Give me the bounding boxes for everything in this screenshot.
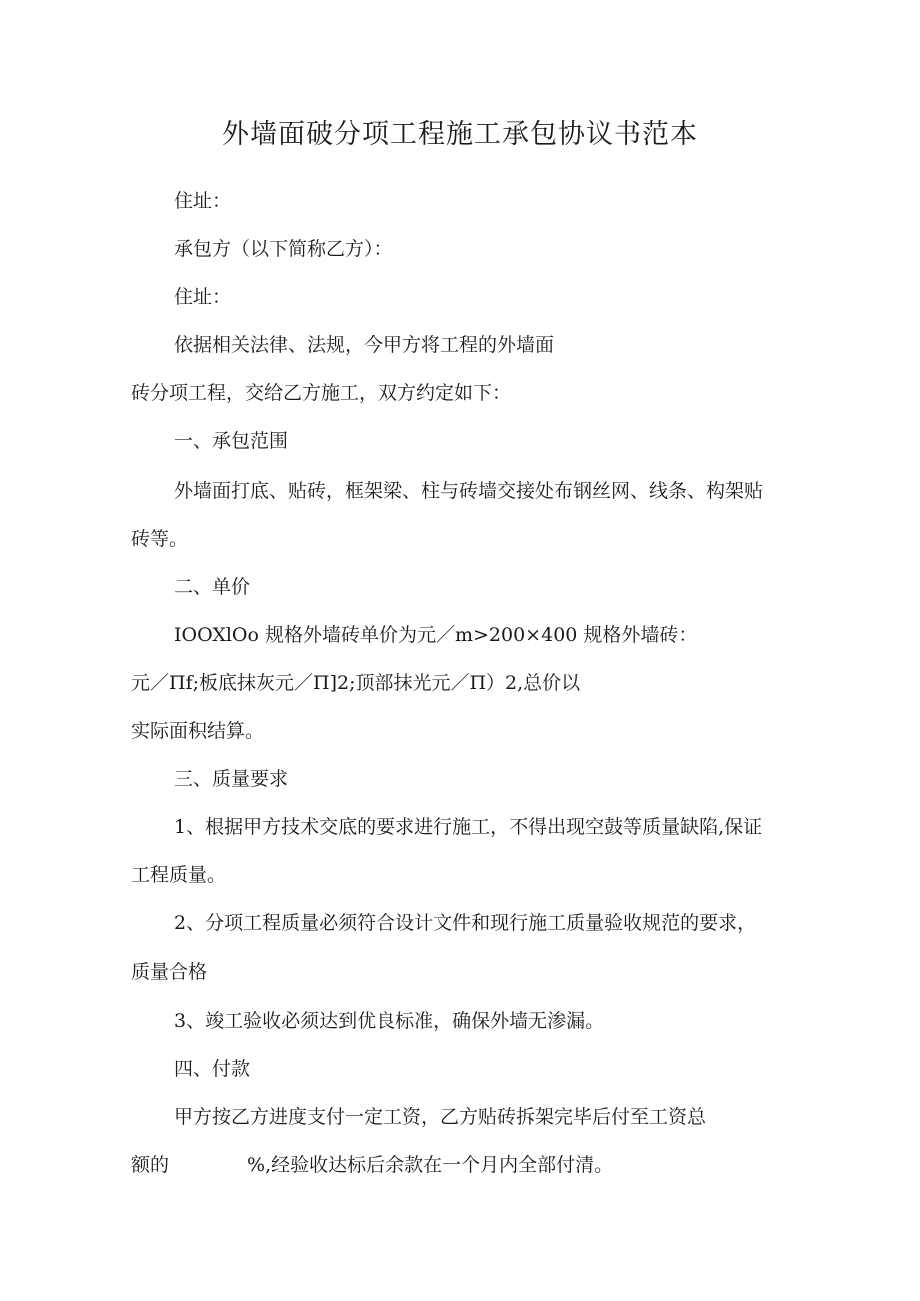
section-heading-quality: 三、质量要求 xyxy=(174,768,289,790)
payment-line-2-start: 额的 xyxy=(131,1154,170,1176)
party-b-address: 住址： xyxy=(174,286,232,308)
payment-line-2 xyxy=(131,1153,613,1177)
payment-line-1: 甲方按乙方进度支付一定工资，乙方贴砖拆架完毕后付至工资总 xyxy=(174,1106,707,1128)
scope-line-2: 砖等。 xyxy=(131,528,189,550)
party-a-address: 住址： xyxy=(174,190,232,212)
price-line-2: 元／Пf;板底抹灰元／П]2;顶部抹光元／П）2,总价以 xyxy=(131,672,581,694)
quality-item-2-line-1: 2、分项工程质量必须符合设计文件和现行施工质量验收规范的要求， xyxy=(174,912,757,934)
price-line-3: 实际面积结算。 xyxy=(131,720,265,742)
quality-item-1-line-1: 1、根据甲方技术交底的要求进行施工，不得出现空鼓等质量缺陷,保证 xyxy=(174,816,763,838)
payment-line-2-end: %,经验收达标后余款在一个月内全部付清。 xyxy=(247,1154,614,1176)
quality-item-2-line-2: 质量合格 xyxy=(131,961,208,983)
section-heading-price: 二、单价 xyxy=(174,576,251,598)
contractor-label: 承包方（以下简称乙方）： xyxy=(174,238,393,260)
section-heading-payment: 四、付款 xyxy=(174,1058,251,1080)
section-heading-scope: 一、承包范围 xyxy=(174,430,289,452)
quality-item-1-line-2: 工程质量。 xyxy=(131,864,227,886)
quality-item-3: 3、竣工验收必须达到优良标准，确保外墙无渗漏。 xyxy=(174,1010,605,1032)
intro-line-1: 依据相关法律、法规，今甲方将工程的外墙面 xyxy=(174,334,555,356)
document-title: 外墙面破分项工程施工承包协议书范本 xyxy=(222,119,698,150)
intro-line-2: 砖分项工程，交给乙方施工，双方约定如下： xyxy=(131,382,512,404)
scope-line-1: 外墙面打底、贴砖，框架梁、柱与砖墙交接处布钢丝网、线条、构架贴 xyxy=(174,480,764,502)
price-line-1: IOOXlOo 规格外墙砖单价为元／m>200×400 规格外墙砖： xyxy=(174,624,698,646)
